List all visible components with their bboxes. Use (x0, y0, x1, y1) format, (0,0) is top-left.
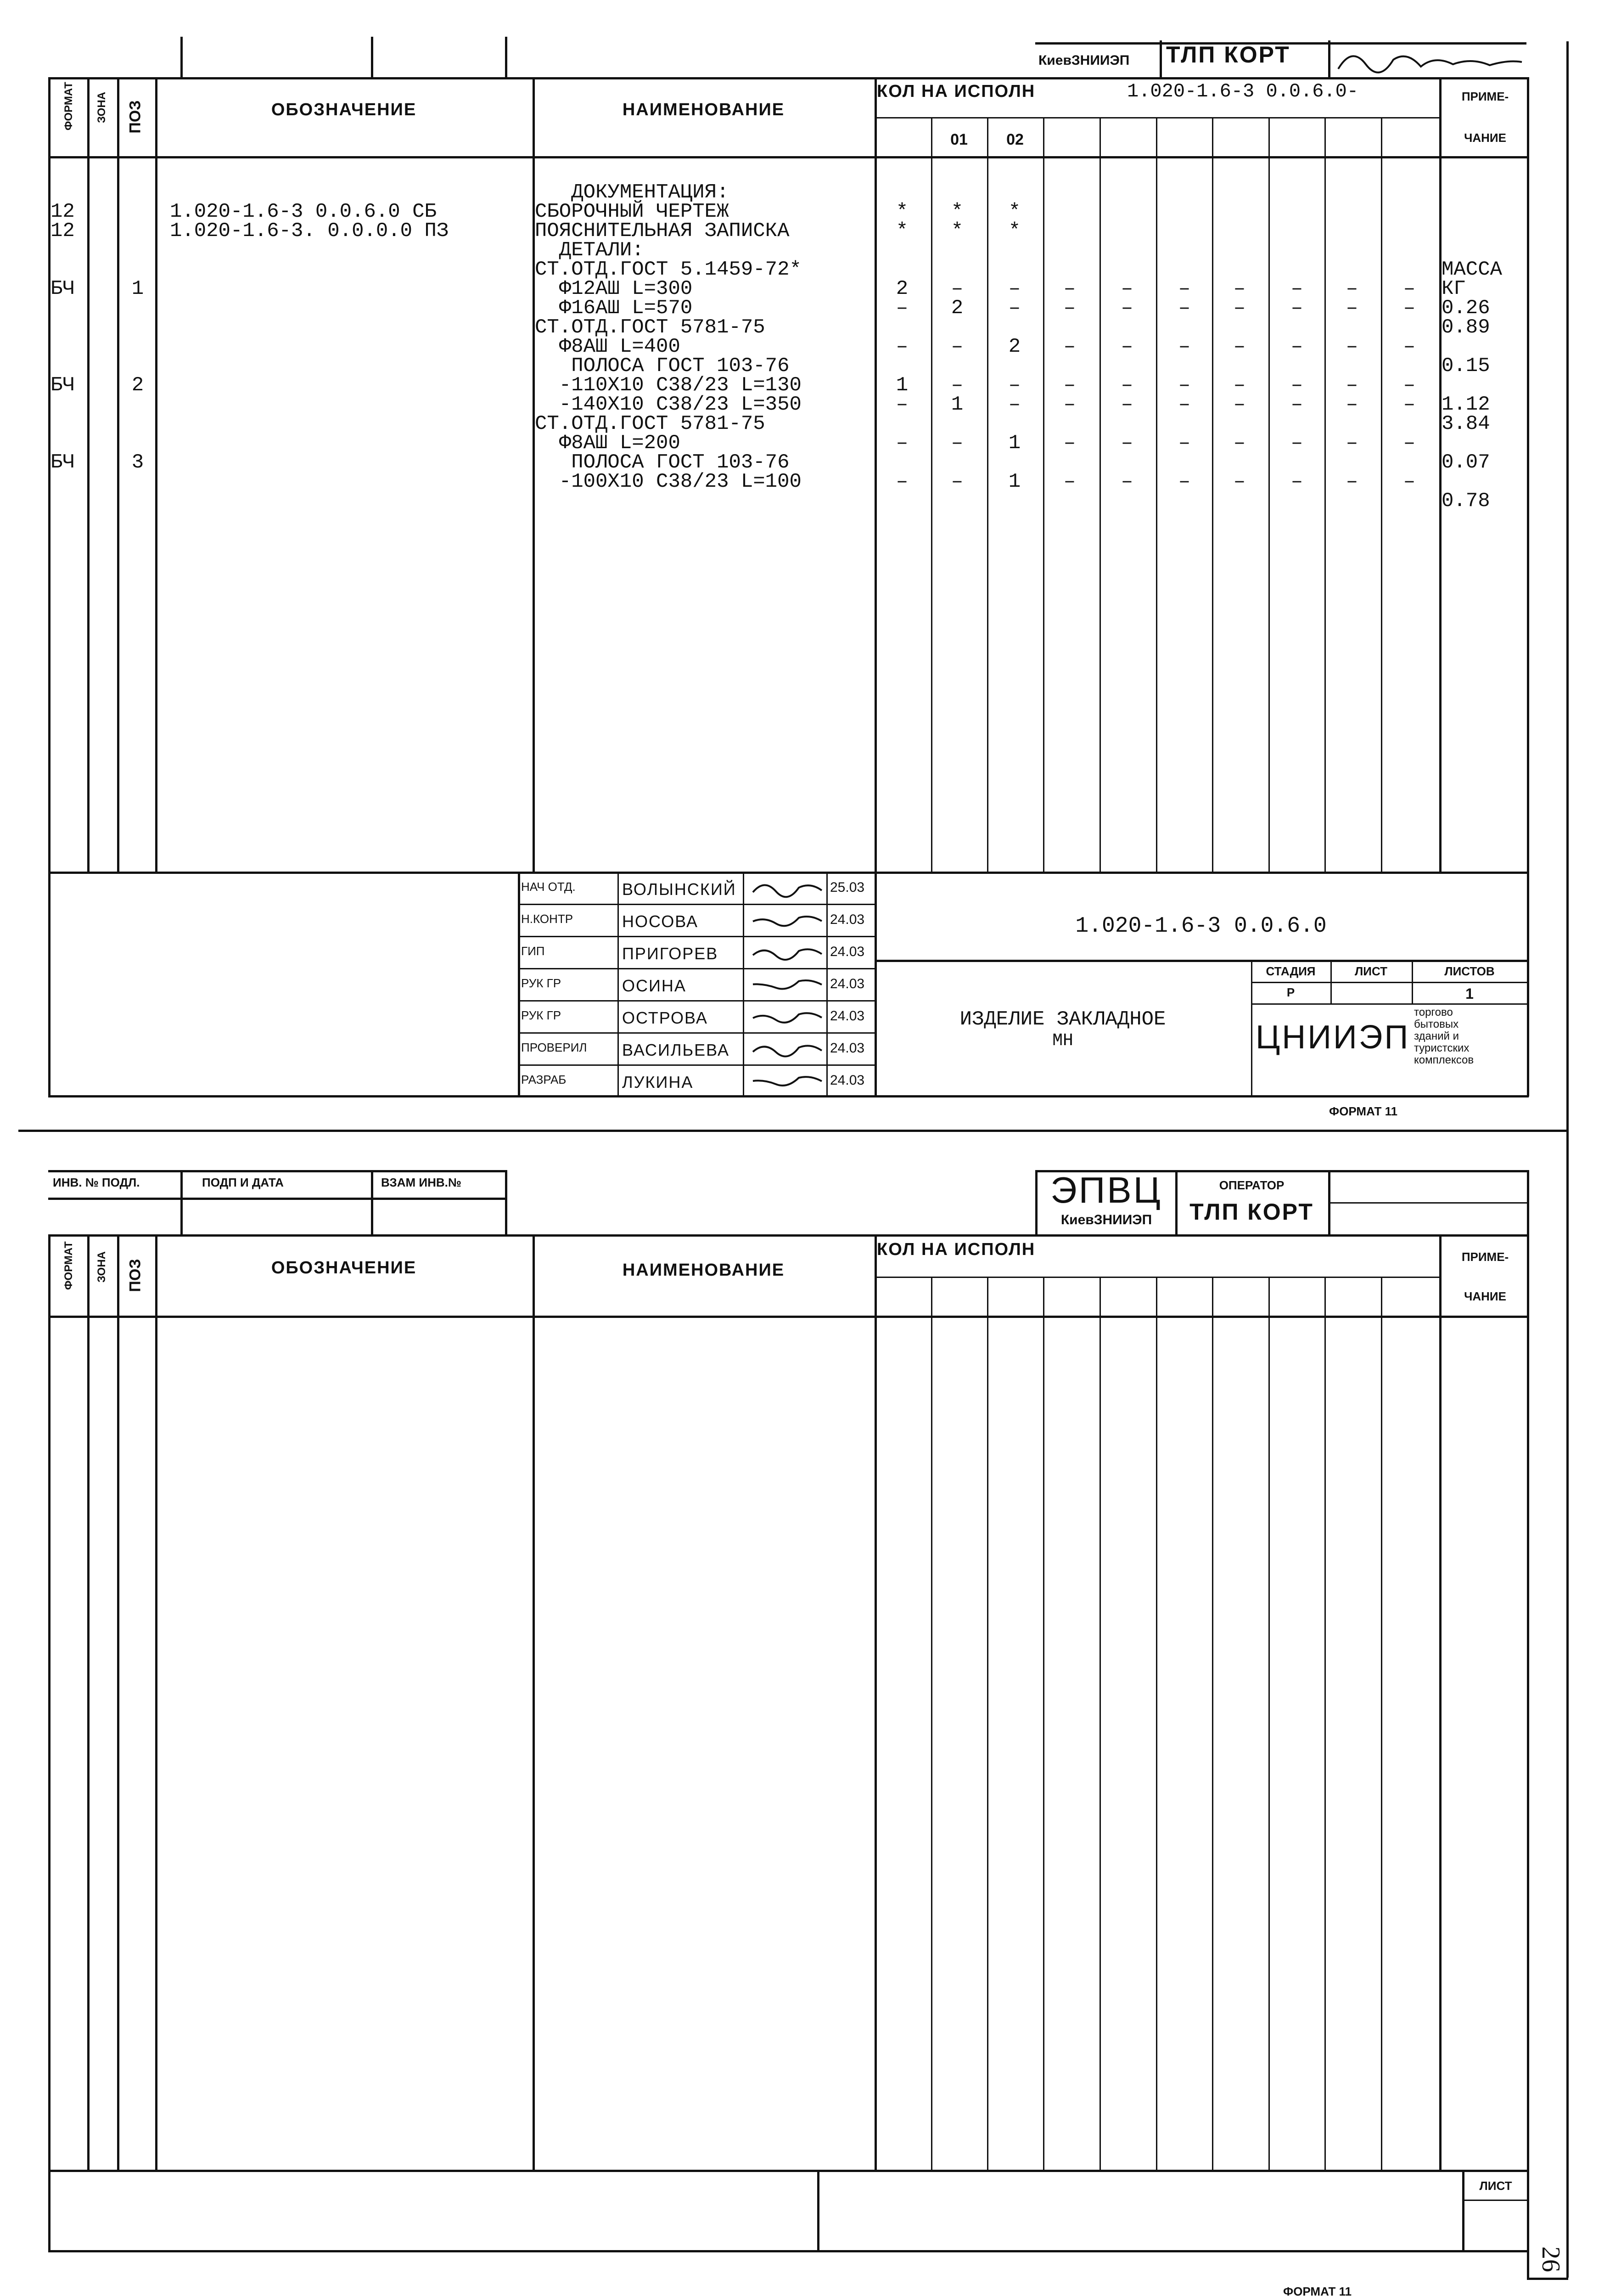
row-dash: – (1346, 297, 1358, 320)
row-qty-0: – (896, 335, 909, 358)
header-name: НАИМЕНОВАНИЕ (622, 100, 785, 119)
row-dash: – (1178, 297, 1191, 320)
row-dash: – (1346, 393, 1358, 416)
row-qty-2: * (1008, 219, 1021, 242)
row-dash: – (1178, 470, 1191, 493)
row-qty-2: * (1008, 200, 1021, 223)
row-pos: 3 (131, 451, 144, 474)
row-name: СТ.ОТД.ГОСТ 5781-75 (535, 316, 765, 339)
row-name: -110X10 С38/23 L=130 (535, 374, 802, 397)
tb-date: 24.03 (830, 1008, 865, 1024)
row-dash: – (1403, 432, 1416, 455)
tb-role: РАЗРАБ (521, 1073, 567, 1086)
row-dash: – (1063, 277, 1076, 300)
bottom-header-pos: ПОЗ (126, 1259, 144, 1292)
sheets-value: 1 (1465, 985, 1474, 1002)
tb-signature (748, 906, 826, 934)
org-name: ЦНИИЭП (1256, 1019, 1410, 1056)
title-line-1: ИЗДЕЛИЕ ЗАКЛАДНОЕ (959, 1008, 1166, 1031)
tb-name: ВОЛЫНСКИЙ (622, 880, 736, 899)
header-note-1: ПРИМЕ- (1461, 90, 1509, 103)
tb-date: 25.03 (830, 880, 865, 895)
signature-top (1334, 41, 1526, 78)
sign-date-label: ПОДП И ДАТА (202, 1176, 284, 1189)
row-dash: – (1290, 432, 1303, 455)
tb-role: НАЧ ОТД. (521, 880, 576, 894)
tb-role: РУК ГР (521, 976, 561, 990)
row-note: КГ (1442, 277, 1466, 300)
header-zone: ЗОНА (95, 91, 108, 124)
row-name: ПОЛОСА ГОСТ 103-76 (535, 451, 790, 474)
row-dash: – (1063, 297, 1076, 320)
row-dash: – (1403, 297, 1416, 320)
tb-date: 24.03 (830, 912, 865, 927)
row-qty-2: – (1008, 297, 1021, 320)
row-qty-0: – (896, 393, 909, 416)
row-qty-1: 1 (951, 393, 964, 416)
row-name: ПОЯСНИТЕЛЬНАЯ ЗАПИСКА (535, 219, 790, 242)
inv-label: ИНВ. № ПОДЛ. (53, 1176, 140, 1189)
row-dash: – (1233, 335, 1246, 358)
sheet-label-bottom: ЛИСТ (1479, 2179, 1512, 2193)
tb-name: ЛУКИНА (622, 1073, 694, 1092)
row-dash: – (1233, 470, 1246, 493)
row-dash: – (1403, 393, 1416, 416)
row-dash: – (1290, 470, 1303, 493)
header-qty: КОЛ НА ИСПОЛН (877, 82, 1036, 101)
row-dash: – (1290, 335, 1303, 358)
row-name: ПОЛОСА ГОСТ 103-76 (535, 355, 790, 377)
row-format: БЧ (50, 374, 75, 397)
row-qty-2: 1 (1008, 432, 1021, 455)
row-dash: – (1403, 335, 1416, 358)
row-format: БЧ (50, 277, 75, 300)
bottom-header-zone: ЗОНА (95, 1251, 108, 1283)
row-qty-0: 2 (896, 277, 909, 300)
org-small-bottom: КиевЗНИИЭП (1060, 1212, 1152, 1227)
row-name: -100X10 С38/23 L=100 (535, 470, 802, 493)
format-label-bottom: ФОРМАТ 11 (1283, 2285, 1352, 2296)
row-dash: – (1121, 374, 1133, 397)
row-note: 0.26 (1442, 297, 1490, 320)
row-note: МАССА (1442, 258, 1503, 281)
row-dash: – (1063, 470, 1076, 493)
row-name: Ф12АШ L=300 (535, 277, 693, 300)
row-qty-2: 1 (1008, 470, 1021, 493)
row-note: 3.84 (1442, 412, 1490, 435)
tb-name: ОСТРОВА (622, 1008, 708, 1027)
tb-signature (748, 938, 826, 966)
sheets-label: ЛИСТОВ (1444, 964, 1495, 978)
tb-signature (748, 874, 826, 901)
tb-role: Н.КОНТР (521, 912, 573, 926)
row-qty-1: – (951, 432, 964, 455)
row-dash: – (1121, 297, 1133, 320)
row-qty-2: – (1008, 393, 1021, 416)
row-dash: – (1290, 393, 1303, 416)
tb-signature (748, 1067, 826, 1094)
header-doc-number: 1.020-1.6-3 0.0.6.0- (1127, 80, 1359, 102)
row-name: СТ.ОТД.ГОСТ 5.1459-72* (535, 258, 802, 281)
header-format: ФОРМАТ (62, 82, 75, 130)
row-qty-0: – (896, 297, 909, 320)
row-qty-2: 2 (1008, 335, 1021, 358)
row-qty-1: – (951, 470, 964, 493)
row-name: СТ.ОТД.ГОСТ 5781-75 (535, 412, 765, 435)
tb-name: ПРИГОРЕВ (622, 944, 718, 963)
row-qty-1: – (951, 335, 964, 358)
swap-inv-label: ВЗАМ ИНВ.№ (381, 1176, 461, 1189)
row-dash: – (1346, 432, 1358, 455)
bottom-header-designation: ОБОЗНАЧЕНИЕ (271, 1258, 417, 1277)
title-line-2: МН (1052, 1031, 1073, 1051)
row-dash: – (1121, 470, 1133, 493)
tb-name: ВАСИЛЬЕВА (622, 1041, 729, 1059)
row-dash: – (1290, 277, 1303, 300)
row-qty-1: * (951, 200, 964, 223)
row-note: 0.78 (1442, 490, 1490, 512)
row-dash: – (1233, 432, 1246, 455)
operator-label: ТЛП КОРТ (1166, 42, 1290, 68)
stage-label: СТАДИЯ (1266, 964, 1316, 978)
row-qty-1: 2 (951, 297, 964, 320)
tb-signature (748, 1035, 826, 1062)
bottom-header-name: НАИМЕНОВАНИЕ (622, 1261, 785, 1280)
tb-date: 24.03 (830, 1041, 865, 1056)
row-designation: 1.020-1.6-3. 0.0.0.0 ПЗ (170, 219, 449, 242)
row-dash: – (1233, 393, 1246, 416)
row-qty-0: – (896, 470, 909, 493)
tb-signature (748, 1002, 826, 1030)
row-dash: – (1233, 277, 1246, 300)
tb-role: ПРОВЕРИЛ (521, 1041, 587, 1054)
row-name: -140X10 С38/23 L=350 (535, 393, 802, 416)
row-dash: – (1178, 335, 1191, 358)
sheet-label: ЛИСТ (1355, 964, 1387, 978)
bottom-header-format: ФОРМАТ (62, 1241, 75, 1290)
row-dash: – (1121, 432, 1133, 455)
row-dash: – (1290, 297, 1303, 320)
row-dash: – (1178, 277, 1191, 300)
header-note-2: ЧАНИЕ (1464, 131, 1506, 145)
row-dash: – (1346, 277, 1358, 300)
bottom-header-note-1: ПРИМЕ- (1461, 1250, 1509, 1264)
org-small-label: КиевЗНИИЭП (1038, 53, 1130, 68)
tb-role: ГИП (521, 944, 545, 958)
header-pos: ПОЗ (126, 100, 144, 134)
row-format: 12 (50, 200, 75, 223)
tb-signature (748, 970, 826, 998)
row-dash: – (1063, 335, 1076, 358)
row-qty-2: – (1008, 374, 1021, 397)
tb-name: НОСОВА (622, 912, 699, 931)
page-number: 26 (1537, 2246, 1565, 2272)
row-name: ДОКУМЕНТАЦИЯ: (535, 181, 729, 204)
operator-bottom: ТЛП КОРТ (1189, 1199, 1314, 1225)
row-dash: – (1178, 393, 1191, 416)
row-qty-0: * (896, 200, 909, 223)
row-dash: – (1121, 393, 1133, 416)
row-dash: – (1346, 470, 1358, 493)
row-name: ДЕТАЛИ: (535, 239, 644, 262)
row-dash: – (1233, 297, 1246, 320)
header-designation: ОБОЗНАЧЕНИЕ (271, 100, 417, 119)
tb-date: 24.03 (830, 944, 865, 959)
row-name: СБОРОЧНЫЙ ЧЕРТЕЖ (535, 200, 729, 223)
row-qty-1: * (951, 219, 964, 242)
tb-date: 24.03 (830, 1073, 865, 1088)
row-qty-1: – (951, 277, 964, 300)
row-qty-2: – (1008, 277, 1021, 300)
row-qty-0: * (896, 219, 909, 242)
operator-caption: ОПЕРАТОР (1219, 1178, 1285, 1192)
row-qty-0: 1 (896, 374, 909, 397)
row-designation: 1.020-1.6-3 0.0.6.0 СБ (170, 200, 437, 223)
org-description: торгово бытовых зданий и туристских комплексов (1414, 1006, 1474, 1066)
row-dash: – (1346, 374, 1358, 397)
row-format: 12 (50, 219, 75, 242)
row-dash: – (1121, 335, 1133, 358)
row-dash: – (1346, 335, 1358, 358)
row-dash: – (1063, 374, 1076, 397)
bottom-header-note-2: ЧАНИЕ (1464, 1289, 1506, 1303)
row-note: 0.89 (1442, 316, 1490, 339)
row-dash: – (1178, 432, 1191, 455)
header-exec-01: 01 (950, 131, 968, 148)
stage-value: Р (1286, 985, 1295, 999)
row-dash: – (1121, 277, 1133, 300)
title-doc-number: 1.020-1.6-3 0.0.6.0 (1075, 914, 1327, 939)
row-dash: – (1290, 374, 1303, 397)
tb-name: ОСИНА (622, 976, 686, 995)
row-note: 1.12 (1442, 393, 1490, 416)
row-name: Ф8АШ L=400 (535, 335, 680, 358)
tb-role: РУК ГР (521, 1008, 561, 1022)
header-exec-02: 02 (1006, 131, 1024, 148)
epvc-label: ЭПВЦ (1050, 1170, 1162, 1210)
row-pos: 2 (131, 374, 144, 397)
row-pos: 1 (131, 277, 144, 300)
row-dash: – (1403, 470, 1416, 493)
row-name: Ф16АШ L=570 (535, 297, 693, 320)
row-dash: – (1403, 374, 1416, 397)
row-dash: – (1063, 432, 1076, 455)
row-note: 0.07 (1442, 451, 1490, 474)
row-dash: – (1403, 277, 1416, 300)
bottom-header-qty: КОЛ НА ИСПОЛН (877, 1240, 1036, 1259)
row-dash: – (1063, 393, 1076, 416)
row-qty-1: – (951, 374, 964, 397)
row-dash: – (1178, 374, 1191, 397)
row-qty-0: – (896, 432, 909, 455)
format-label-top: ФОРМАТ 11 (1329, 1104, 1398, 1118)
tb-date: 24.03 (830, 976, 865, 991)
row-dash: – (1233, 374, 1246, 397)
row-name: Ф8АШ L=200 (535, 432, 680, 455)
row-note: 0.15 (1442, 355, 1490, 377)
row-format: БЧ (50, 451, 75, 474)
